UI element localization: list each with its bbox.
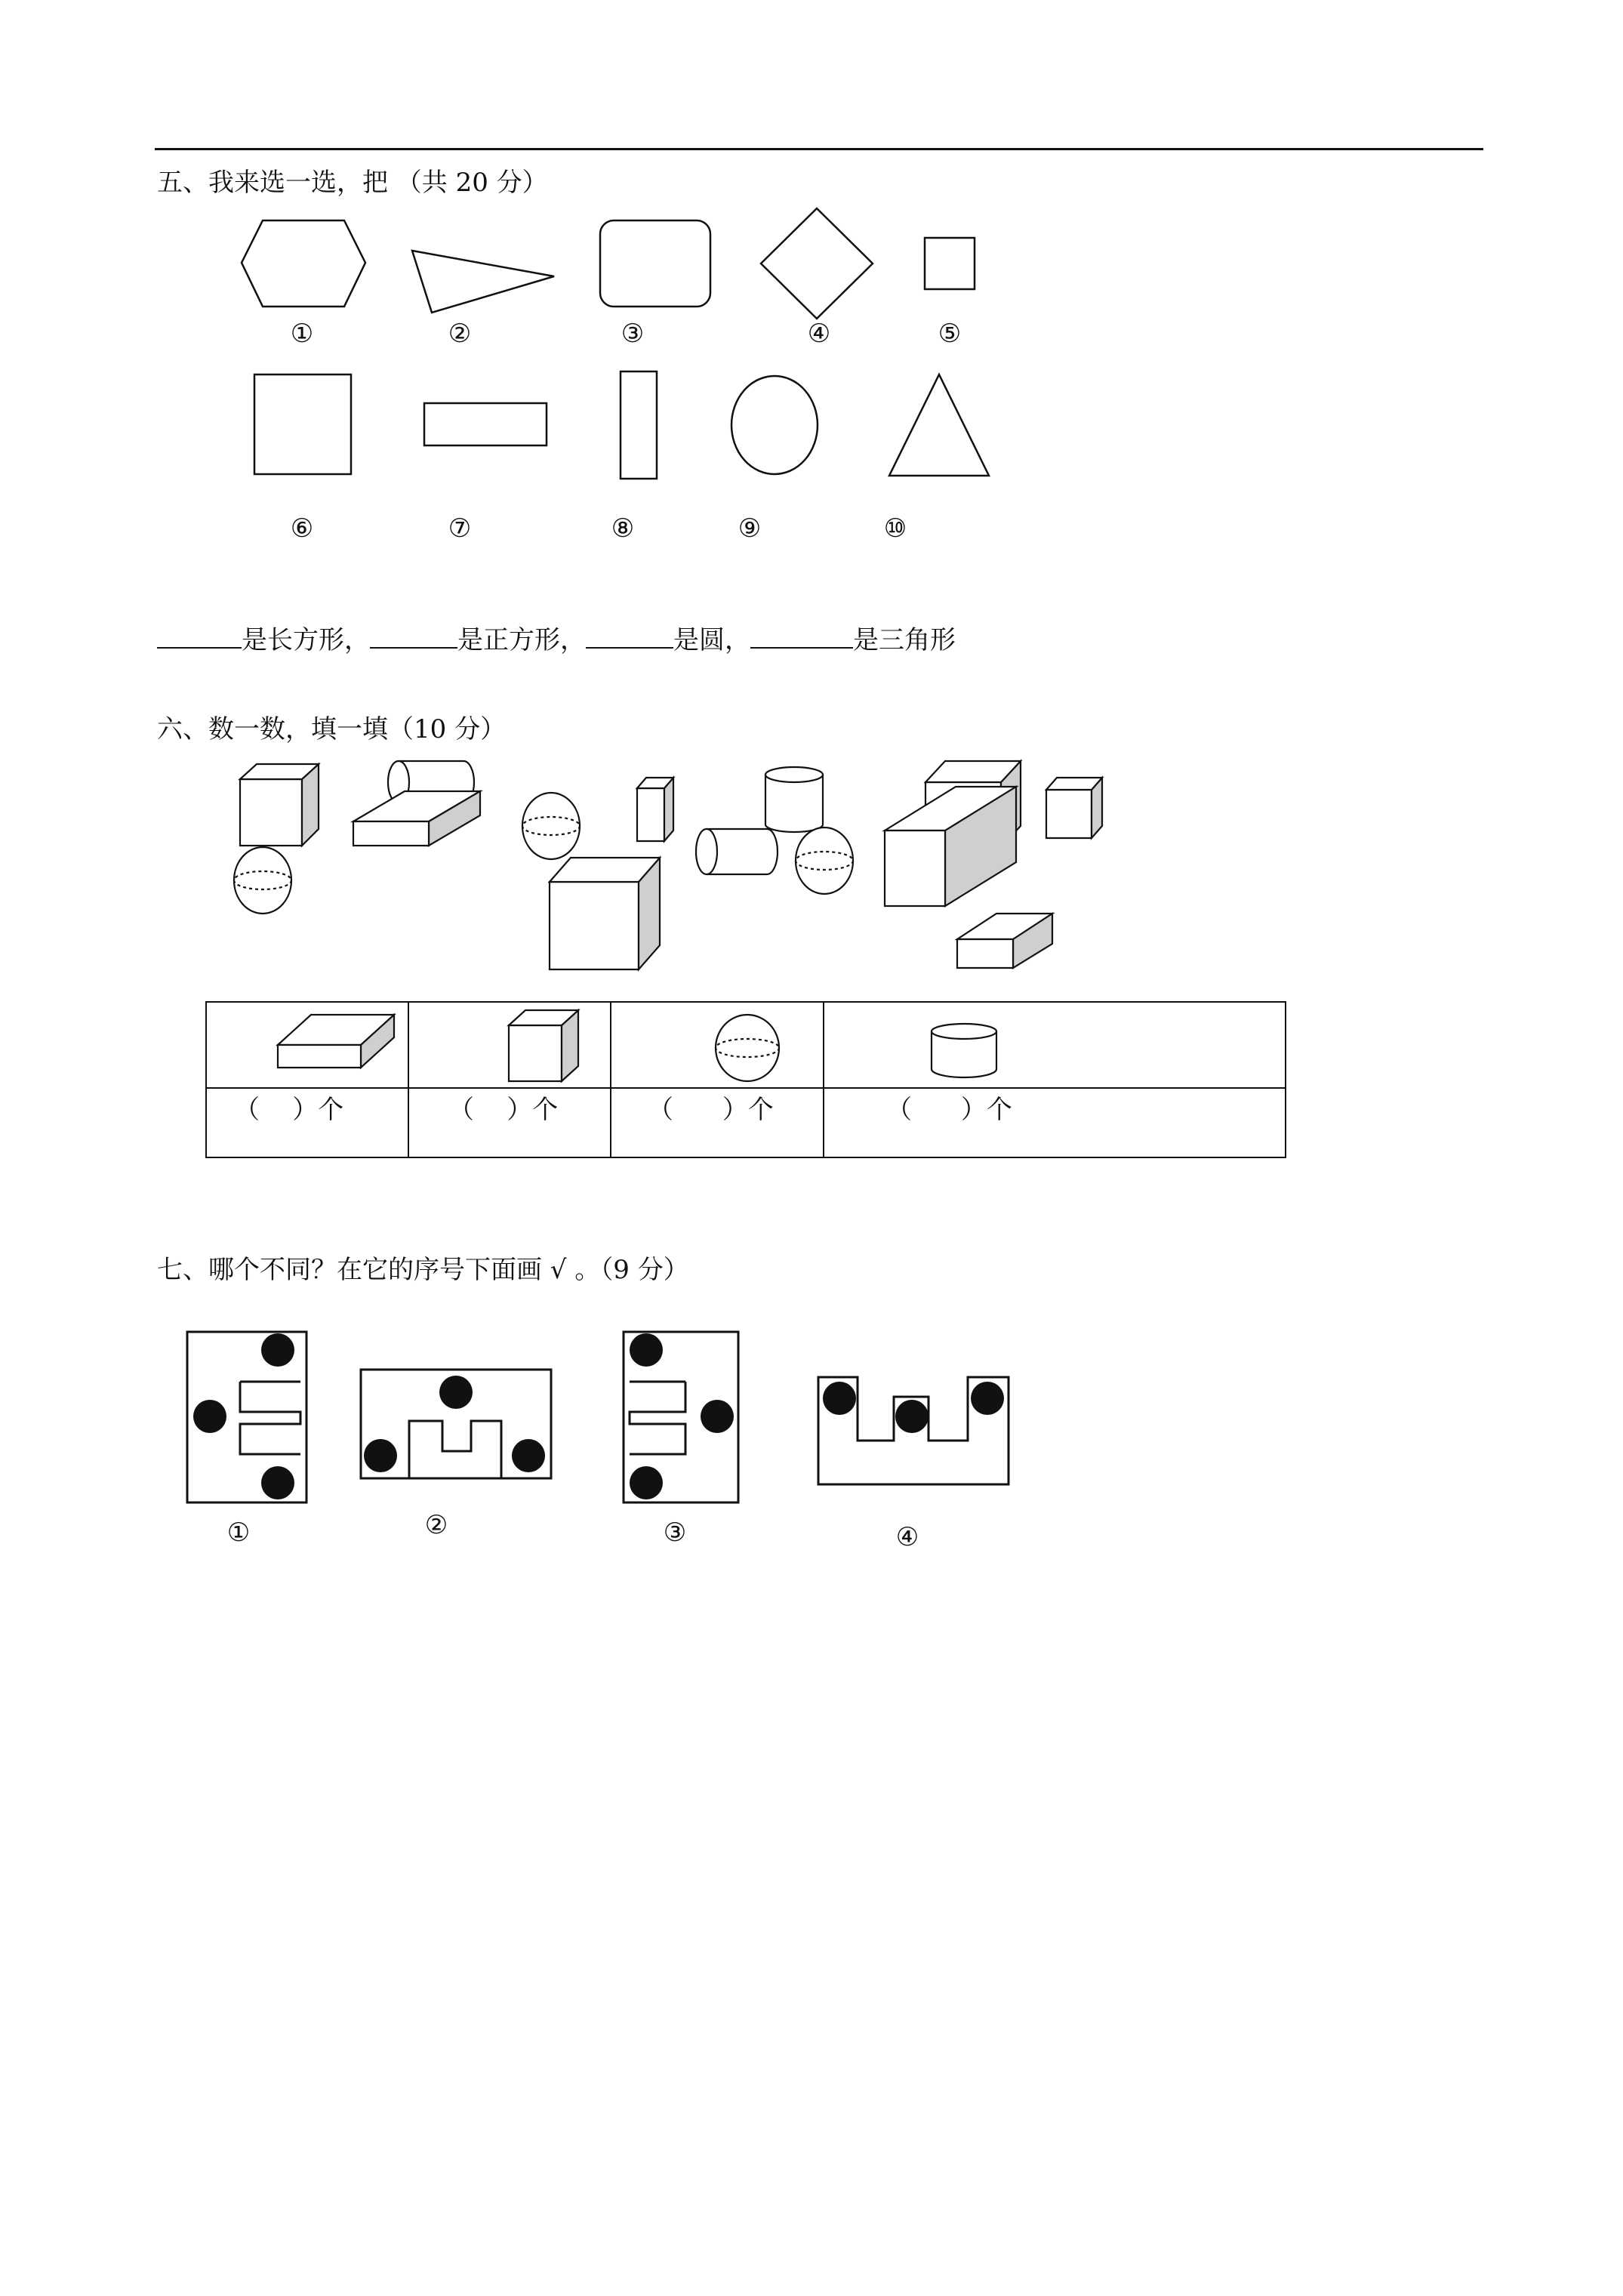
- table-row: [206, 1002, 1286, 1088]
- shape-label-4: ④: [807, 319, 831, 349]
- triangle-shape-isosceles: [888, 373, 990, 477]
- cube-icon: [240, 764, 319, 846]
- flat-cuboid-icon: [957, 914, 1052, 968]
- table-cell: [824, 1002, 1286, 1088]
- blank-squares[interactable]: [370, 624, 457, 649]
- sphere-icon: [234, 847, 291, 914]
- vertical-rectangle-shape: [619, 370, 658, 480]
- blank-triangles[interactable]: [750, 624, 853, 649]
- sphere-icon: [796, 827, 853, 894]
- table-row: [206, 1088, 1286, 1157]
- shape-label-10: ⑩: [883, 513, 907, 544]
- cube-icon: [550, 858, 660, 969]
- count-table: [205, 1001, 1286, 1158]
- answer-cell-sphere[interactable]: [611, 1088, 824, 1157]
- answer-cell-flat-cuboid[interactable]: [206, 1088, 408, 1157]
- solids-scene: [226, 755, 1117, 974]
- sentence-part-1: 是长方形，: [242, 625, 370, 655]
- small-square-shape: [923, 236, 976, 291]
- sentence-part-3: 是圆，: [673, 625, 750, 655]
- cylinder-icon: [765, 767, 823, 832]
- top-rule: [155, 148, 1483, 150]
- figure-4-shape: [815, 1374, 1013, 1487]
- section7-heading: 七、哪个不同？在它的序号下面画 √ 。（9 分）: [157, 1255, 689, 1285]
- cube-icon: [507, 1009, 583, 1084]
- blank-circles[interactable]: [586, 624, 673, 649]
- figure-label-4[interactable]: ④: [895, 1522, 919, 1552]
- shape-label-1: ①: [290, 319, 314, 349]
- figure-label-1[interactable]: ①: [226, 1518, 251, 1548]
- shape-label-8: ⑧: [611, 513, 635, 544]
- circle-shape: [730, 374, 819, 476]
- sphere-icon: [522, 793, 580, 859]
- answer-cell-cube[interactable]: [408, 1088, 611, 1157]
- sentence-part-2: 是正方形，: [457, 625, 586, 655]
- answer-flat-cuboid: （ ）个: [234, 1095, 344, 1125]
- figure-label-3[interactable]: ③: [663, 1518, 687, 1548]
- diamond-square-shape: [759, 207, 874, 320]
- shape-label-5: ⑤: [938, 319, 962, 349]
- horizontal-rectangle-shape: [423, 402, 548, 447]
- tall-cuboid-icon: [637, 778, 673, 841]
- flat-cuboid-icon: [276, 1009, 397, 1071]
- sentence-part-4: 是三角形: [853, 625, 956, 655]
- long-cuboid-icon: [885, 787, 1016, 906]
- triangle-shape-scalene: [411, 246, 556, 316]
- cylinder-icon: [696, 829, 778, 874]
- answer-sphere: （ ）个: [648, 1095, 774, 1125]
- blank-rectangles[interactable]: [157, 624, 242, 649]
- cube-icon: [1046, 778, 1102, 838]
- figure-3-shape: [621, 1329, 741, 1505]
- answer-cylinder: （ ）个: [886, 1095, 1012, 1125]
- answer-cell-cylinder[interactable]: [824, 1088, 1286, 1157]
- figure-1-shape: [184, 1329, 311, 1505]
- large-square-shape: [253, 373, 353, 476]
- section6-heading: 六、数一数，填一填（10 分）: [157, 714, 507, 744]
- shape-label-6: ⑥: [290, 513, 314, 544]
- figure-label-2[interactable]: ②: [424, 1510, 448, 1540]
- shape-label-2: ②: [448, 319, 472, 349]
- shape-label-9: ⑨: [738, 513, 762, 544]
- answer-cube: （ ）个: [448, 1095, 559, 1125]
- table-cell: [206, 1002, 408, 1088]
- section5-fill-sentence: [157, 619, 956, 656]
- table-cell: [408, 1002, 611, 1088]
- figure-2-shape: [358, 1367, 556, 1481]
- section5-heading: 五、我来选一选，把 （共 20 分）: [157, 168, 548, 198]
- flat-cuboid-icon: [353, 791, 480, 846]
- table-cell: [611, 1002, 824, 1088]
- sphere-icon: [713, 1012, 782, 1084]
- shape-label-3: ③: [621, 319, 645, 349]
- cylinder-icon: [929, 1022, 999, 1080]
- hexagon-shape: [240, 219, 367, 308]
- shape-label-7: ⑦: [448, 513, 472, 544]
- rounded-rectangle-shape: [599, 219, 712, 308]
